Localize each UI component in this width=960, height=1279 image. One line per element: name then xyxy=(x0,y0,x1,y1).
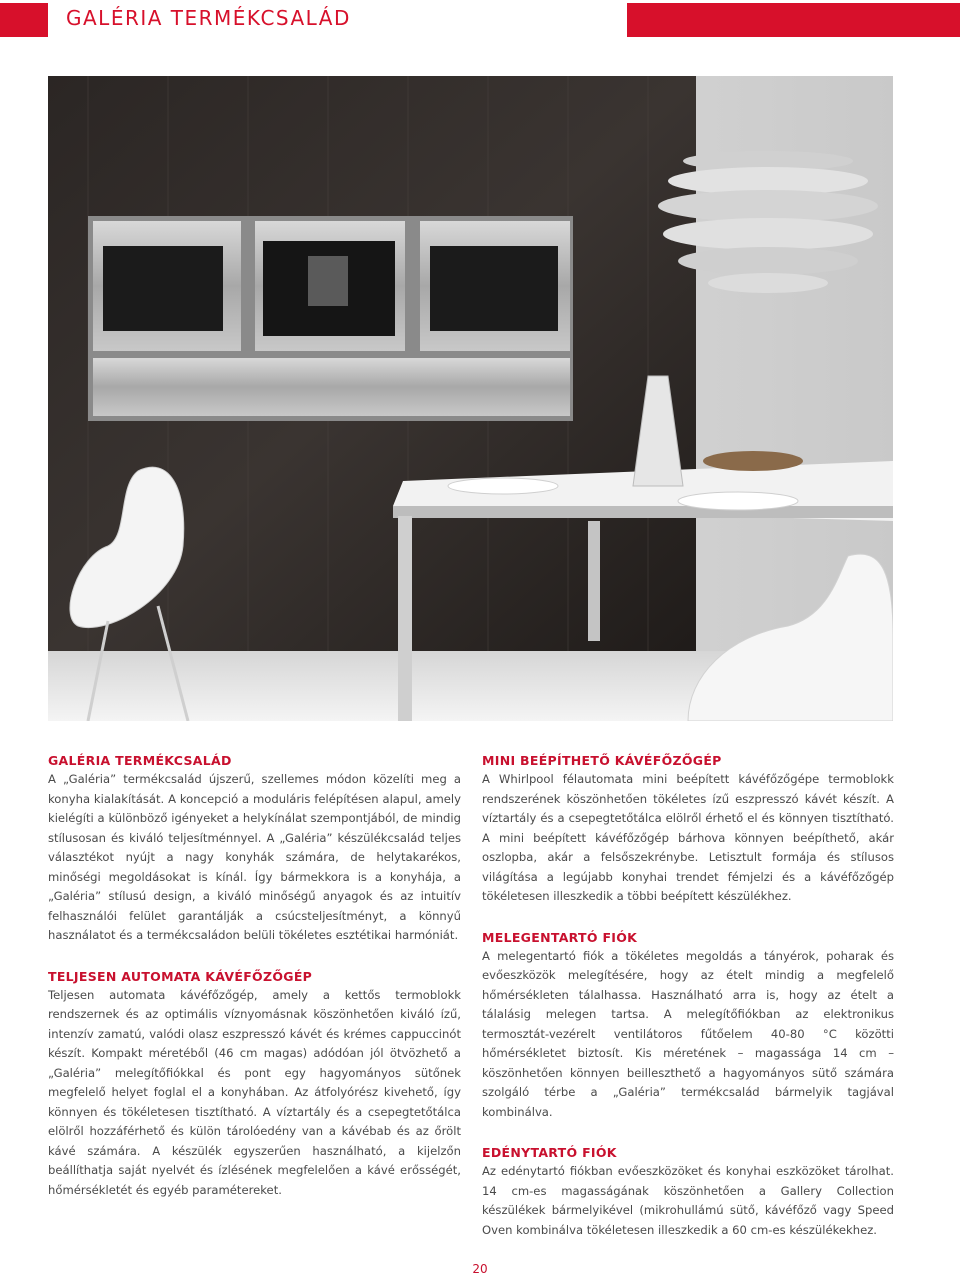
section-text: Az edénytartó fiókban evőeszközöket és konyhai eszközöket tárolhat. 14 cm-es magasságának köszönhetően a Gallery Collection készülékek bármelyikével (mikrohullámú sütő, kávéfőző vagy Speed Oven kombinálva tökéletesen illeszkedik a 60 cm-es készülékekhez. xyxy=(482,1164,894,1237)
section-text: A „Galéria” termékcsalád újszerű, szellemes módon közelíti meg a konyha kialakítását. A koncepció a moduláris felépítésen alapul, amely kielégíti a különböző igényeket a helykínálat szempontjából, de mindig stílusosan és kiváló teljesítménnyel. A „Galéria” készülékcsalád teljes választékot nyújt a nagy konyhák számára, de helytakarékos, minőségi megoldásokat is kínál. Így bármekkora is a konyhája, a „Galéria” stílusú design, a kiváló minőségű anyagok és az intuitív felhasználói felület garantálják a csúcsteljesítményt, a könnyű használatot és a termékcsaládon belüli tökéletes esztétikai harmóniát. xyxy=(48,772,461,942)
section-galeria xyxy=(48,752,461,946)
section-heading: EDÉNYTARTÓ FIÓK xyxy=(482,1145,617,1160)
page-header-title: GALÉRIA TERMÉKCSALÁD xyxy=(66,6,351,30)
section-heading: MELEGENTARTÓ FIÓK xyxy=(482,929,638,945)
page-number: 20 xyxy=(472,1262,488,1276)
section-heading: GALÉRIA TERMÉKCSALÁD xyxy=(48,753,232,768)
section-heading: MINI BEÉPÍTHETŐ KÁVÉFŐZŐGÉP xyxy=(482,753,722,768)
section-text: A Whirlpool félautomata mini beépített kávéfőzőgépe termoblokk rendszerének köszönhetően tökéletes ízű eszpresszó kávét készít. A víztartály és a csepegtetőtálca elölről érhető el és könnyen tisztítható. A mini beépített kávéfőzőgép bárhova könnyen beépíthető, akár oszlopba, akár a felsőszekrénybe. Letisztult formája és stílusos világítása a legújabb konyhai trendet fémjelzi és a kávéfőzőgép tökéletesen illeszkedik a többi beépített készülékhez. xyxy=(482,772,894,903)
section-heading: TELJESEN AUTOMATA KÁVÉFŐZŐGÉP xyxy=(48,968,313,984)
kitchen-photo-illustration xyxy=(48,76,893,721)
right-column xyxy=(482,752,894,1262)
kitchen-photo xyxy=(48,76,893,721)
section-melegentarto xyxy=(482,929,894,1123)
header-accent-right xyxy=(627,3,960,37)
section-automata-kavefozo xyxy=(48,968,461,1201)
section-text: Teljesen automata kávéfőzőgép, amely a kettős termoblokk rendszernek és az optimális víznyomásnak köszönhetően kiváló ízű, intenzív zamatú, valódi olasz eszpresszó kávét és krémes cappuccinót készít. Kompakt méretéből (46 cm magas) adódóan jól ötvözhető a „Galéria” melegítőfiókkal és pont egy hagyományos sütőnek megfelelő helyet foglal el a konyhában. Az átfolyórész kivehető, így könnyen és tökéletesen tisztítható. A víztartály és a csepegtetőtálca elölről hozzáférhető és külön tárolóedény van a kávébab és az őrölt kávé számára. A készülék egyszerűen használható, a kijelzőn beállíthatja saját nyelvét és ízlésének megfelelően a kávé erősségét, hőmérsékletét és egyéb paramétereket. xyxy=(48,987,461,1197)
section-text: A melegentartó fiók a tökéletes megoldás a tányérok, poharak és evőeszközök melegítésére, hogy az ételt mindig a megfelelő hőmérsékleten tálalhassa. Használható arra is, hogy az ételt a tálalásig melegen tartsa. A melegítőfiókban az elektronikus termosztát-vezérelt ventilátoros fűtőelem 40-80 °C közötti hőmérsékletet biztosít. Kis méretének – magassága 14 cm – köszönhetően könnyen beilleszthető a hagyományos sütő számára szolgáló térbe a „Galéria” termékcsalád bármelyik tagjával kombinálva. xyxy=(482,948,894,1119)
left-column xyxy=(48,752,461,1222)
section-edenytarto xyxy=(482,1144,894,1240)
section-mini-kavefozo xyxy=(482,752,894,907)
header-accent-left xyxy=(0,3,48,37)
